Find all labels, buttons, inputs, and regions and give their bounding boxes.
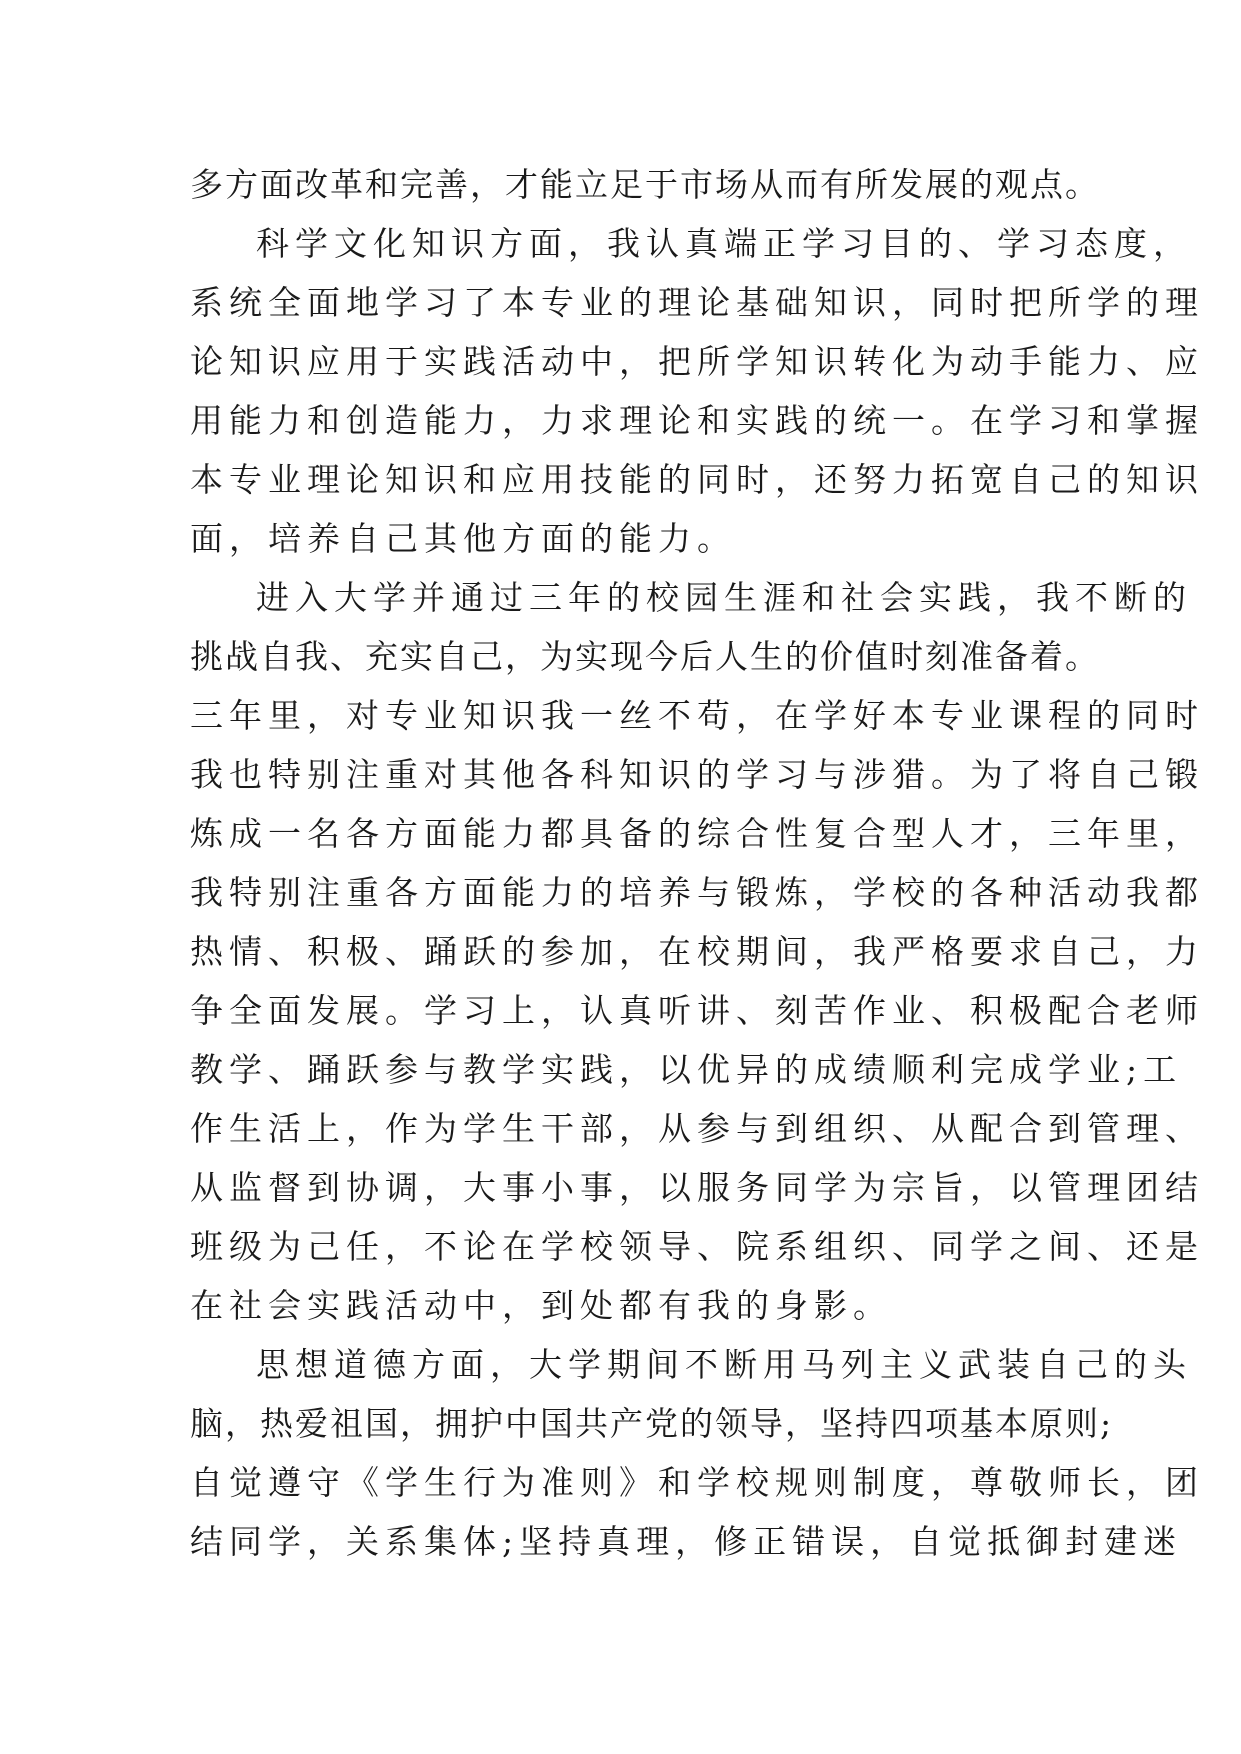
text-line: 从监督到协调，大事小事，以服务同学为宗旨，以管理团结: [190, 1168, 1204, 1207]
text-line: 论知识应用于实践活动中，把所学知识转化为动手能力、应: [190, 342, 1204, 381]
text-line: 我特别注重各方面能力的培养与锻炼，学校的各种活动我都: [190, 873, 1204, 912]
text-line: 作生活上，作为学生干部，从参与到组织、从配合到管理、: [190, 1109, 1204, 1148]
text-line: 三年里，对专业知识我一丝不苟，在学好本专业课程的同时: [190, 696, 1204, 735]
paragraph-start-line: 进入大学并通过三年的校园生涯和社会实践，我不断的: [256, 578, 1192, 617]
text-line: 班级为己任，不论在学校领导、院系组织、同学之间、还是: [190, 1227, 1204, 1266]
text-line: 自觉遵守《学生行为准则》和学校规则制度，尊敬师长，团: [190, 1463, 1204, 1502]
text-line: 我也特别注重对其他各科知识的学习与涉猎。为了将自己锻: [190, 755, 1204, 794]
text-line: 多方面改革和完善，才能立足于市场从而有所发展的观点。: [190, 165, 1100, 204]
paragraph-start-line: 科学文化知识方面，我认真端正学习目的、学习态度，: [256, 224, 1192, 263]
text-line: 炼成一名各方面能力都具备的综合性复合型人才，三年里，: [190, 814, 1204, 853]
text-line: 热情、积极、踊跃的参加，在校期间，我严格要求自己，力: [190, 932, 1204, 971]
text-line: 在社会实践活动中，到处都有我的身影。: [190, 1286, 892, 1325]
text-line: 教学、踊跃参与教学实践，以优异的成绩顺利完成学业;工: [190, 1050, 1183, 1089]
text-line: 结同学，关系集体;坚持真理，修正错误，自觉抵御封建迷: [190, 1522, 1183, 1561]
text-line: 挑战自我、充实自己，为实现今后人生的价值时刻准备着。: [190, 637, 1100, 676]
text-line: 面，培养自己其他方面的能力。: [190, 519, 736, 558]
text-line: 系统全面地学习了本专业的理论基础知识，同时把所学的理: [190, 283, 1204, 322]
text-line: 用能力和创造能力，力求理论和实践的统一。在学习和掌握: [190, 401, 1204, 440]
body-text: [190, 155, 1204, 1571]
paragraph-start-line: 思想道德方面，大学期间不断用马列主义武装自己的头: [256, 1345, 1192, 1384]
text-line: 本专业理论知识和应用技能的同时，还努力拓宽自己的知识: [190, 460, 1204, 499]
text-line: 脑，热爱祖国，拥护中国共产党的领导，坚持四项基本原则;: [190, 1404, 1114, 1443]
text-line: 争全面发展。学习上，认真听讲、刻苦作业、积极配合老师: [190, 991, 1204, 1030]
